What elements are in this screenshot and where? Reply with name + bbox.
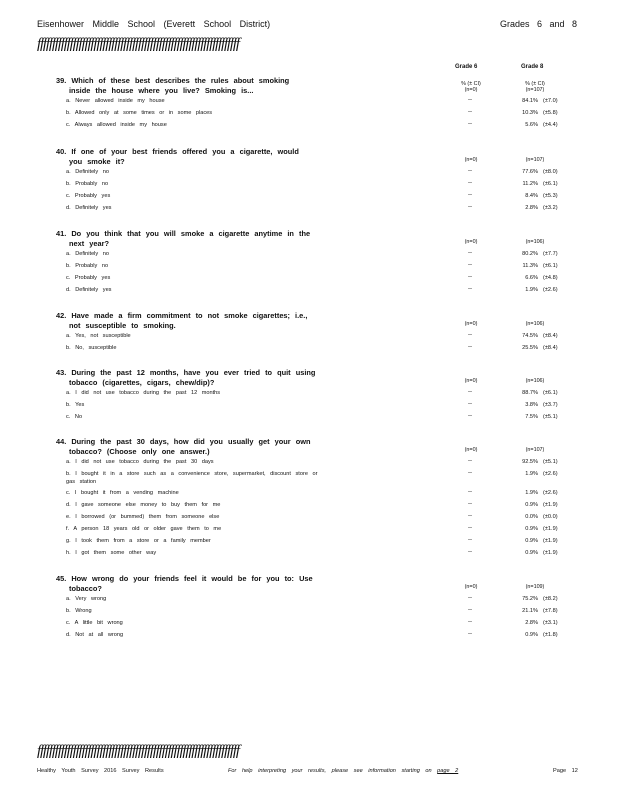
answer-label: c. Probably yes <box>66 275 111 281</box>
answer-label: b. Probably no <box>66 181 109 187</box>
grade6-value: -- <box>468 168 472 174</box>
question-title-line2: tobacco? <box>69 584 102 593</box>
grade8-n-line: (n=106) <box>525 378 545 384</box>
grade8-confidence-interval: (±8.4) <box>543 345 558 351</box>
answer-row <box>56 500 616 512</box>
question-title-line1: 41. Do you think that you will smoke a cigarette anytime in the <box>56 229 311 238</box>
grade8-percent: 92.5% <box>522 459 538 465</box>
grade6-n-line: (n=0) <box>464 378 478 384</box>
grade8-sample-size <box>518 321 552 327</box>
question-title-line2: not susceptible to smoking. <box>69 321 176 330</box>
grade6-value: -- <box>468 97 472 103</box>
answer-label: c. Always allowed inside my house <box>66 122 167 128</box>
answer-list <box>56 96 616 132</box>
grade8-confidence-interval: (±4.8) <box>543 275 558 281</box>
grade6-value: -- <box>468 344 472 350</box>
grade8-percent: 7.5% <box>525 414 538 420</box>
grade6-value: -- <box>468 489 472 495</box>
grade8-n-line: (n=109) <box>525 584 545 590</box>
grade6-value: -- <box>468 180 472 186</box>
answer-label: c. No <box>66 414 83 420</box>
answer-label: b. Probably no <box>66 263 109 269</box>
answer-row <box>56 388 616 400</box>
answer-row <box>56 630 616 642</box>
answer-row <box>56 96 616 108</box>
grade6-value: -- <box>468 470 472 476</box>
grade8-n-line: (n=107) <box>525 87 545 93</box>
question-title-line2: inside the house where you live? Smoking is... <box>69 86 254 95</box>
grade8-percent: 2.8% <box>525 205 538 211</box>
answer-list <box>56 331 616 355</box>
grade8-confidence-interval: (±8.2) <box>543 596 558 602</box>
grade8-confidence-interval: (±3.2) <box>543 205 558 211</box>
column-header-grade8: Grade 8 <box>521 64 544 70</box>
grade8-confidence-interval: (±1.9) <box>543 538 558 544</box>
grade8-confidence-interval: (±2.6) <box>543 471 558 477</box>
grade6-sample-size <box>456 378 486 384</box>
grade8-percent: 0.9% <box>525 538 538 544</box>
grade8-percent: 75.2% <box>522 596 538 602</box>
answer-row <box>56 285 616 297</box>
question-title-line1: 43. During the past 12 months, have you ever tried to quit using <box>56 368 316 377</box>
grade8-confidence-interval: (±2.6) <box>543 287 558 293</box>
answer-row <box>56 536 616 548</box>
question-block <box>56 229 616 297</box>
question-title-line2: next year? <box>69 239 109 248</box>
grade8-confidence-interval: (±3.7) <box>543 402 558 408</box>
answer-row <box>56 191 616 203</box>
grade8-percent: 0.9% <box>525 502 538 508</box>
answer-label: c. Probably yes <box>66 193 111 199</box>
answer-row <box>56 594 616 606</box>
grade6-value: -- <box>468 458 472 464</box>
answer-label: h. I got them some other way <box>66 550 157 556</box>
answer-row <box>56 524 616 536</box>
answer-row <box>56 343 616 355</box>
grade8-confidence-interval: (±5.1) <box>543 414 558 420</box>
grade6-value: -- <box>468 607 472 613</box>
grade8-percent: 8.4% <box>525 193 538 199</box>
grade6-sample-size <box>456 157 486 163</box>
answer-row <box>56 249 616 261</box>
answer-label: b. Yes <box>66 402 85 408</box>
grade8-confidence-interval: (±2.6) <box>543 490 558 496</box>
grade6-value: -- <box>468 274 472 280</box>
answer-row <box>56 167 616 179</box>
grade8-confidence-interval: (±1.9) <box>543 502 558 508</box>
question-title-line1: 40. If one of your best friends offered you a cigarette, would <box>56 147 299 156</box>
grade6-value: -- <box>468 413 472 419</box>
question-title-line2: tobacco? (Choose only one answer.) <box>69 447 210 456</box>
grade8-confidence-interval: (±5.8) <box>543 110 558 116</box>
grade6-value: -- <box>468 286 472 292</box>
answer-label: a. Definitely no <box>66 169 110 175</box>
grade8-confidence-interval: (±4.4) <box>543 122 558 128</box>
answer-list <box>56 167 616 215</box>
grade8-percent: 80.2% <box>522 251 538 257</box>
grade8-n-line: (n=107) <box>525 157 545 163</box>
question-title-line1: 44. During the past 30 days, how did you usually get your own <box>56 437 311 446</box>
report-grades: Grades 6 and 8 <box>499 19 577 29</box>
grade8-confidence-interval: (±6.1) <box>543 181 558 187</box>
grade8-confidence-interval: (±7.7) <box>543 251 558 257</box>
answer-list <box>56 594 616 642</box>
answer-row <box>56 606 616 618</box>
answer-label: e. I borrowed (or bummed) them from someone else <box>66 514 220 520</box>
answer-label: a. I did not use tobacco during the past 12 months <box>66 390 221 396</box>
grade6-n-line: % (± CI) <box>461 81 481 87</box>
grade8-percent: 1.9% <box>525 471 538 477</box>
grade8-percent: 11.3% <box>522 263 538 269</box>
answer-row <box>56 488 616 500</box>
answer-list <box>56 388 616 424</box>
grade8-percent: 0.9% <box>525 632 538 638</box>
grade8-percent: 25.5% <box>522 345 538 351</box>
answer-label: d. Definitely yes <box>66 287 112 293</box>
grade8-sample-size <box>518 378 552 384</box>
question-title-line1: 42. Have made a firm commitment to not smoke cigarettes; i.e., <box>56 311 308 320</box>
grade6-n-line: (n=0) <box>464 157 478 163</box>
answer-row <box>56 469 616 488</box>
column-header-grade6: Grade 6 <box>455 64 478 70</box>
grade6-sample-size <box>456 81 486 93</box>
answer-label: g. I took them from a store or a family member <box>66 538 211 544</box>
grade6-sample-size <box>456 321 486 327</box>
grade6-value: -- <box>468 109 472 115</box>
question-block <box>56 368 616 424</box>
answer-label: a. Never allowed inside my house <box>66 98 165 104</box>
grade6-n-line: (n=0) <box>464 239 478 245</box>
question-block <box>56 574 616 642</box>
grade8-percent: 0.9% <box>525 526 538 532</box>
answer-label: c. I bought it from a vending machine <box>66 490 179 496</box>
answer-label: a. Yes, not susceptible <box>66 333 131 339</box>
answer-row <box>56 400 616 412</box>
answer-row <box>56 203 616 215</box>
grade8-n-line: (n=106) <box>525 321 545 327</box>
grade8-confidence-interval: (±6.1) <box>543 263 558 269</box>
grade6-value: -- <box>468 121 472 127</box>
grade6-sample-size <box>456 584 486 590</box>
answer-label: d. Not at all wrong <box>66 632 124 638</box>
grade8-percent: 3.8% <box>525 402 538 408</box>
question-title-line2: tobacco (cigarettes, cigars, chew/dip)? <box>69 378 215 387</box>
decorative-rule-bottom: ffffffffffffffffffffffffffffffffffffffffffffffffffffffffffffffffffff <box>37 743 239 759</box>
answer-label: a. Definitely no <box>66 251 110 257</box>
grade6-value: -- <box>468 537 472 543</box>
grade8-confidence-interval: (±8.4) <box>543 333 558 339</box>
question-title-line1: 39. Which of these best describes the rules about smoking <box>56 76 290 85</box>
grade8-confidence-interval: (±1.9) <box>543 550 558 556</box>
grade8-confidence-interval: (±7.0) <box>543 98 558 104</box>
answer-row <box>56 261 616 273</box>
grade8-n-line: (n=106) <box>525 239 545 245</box>
grade6-value: -- <box>468 192 472 198</box>
answer-row <box>56 331 616 343</box>
footer-survey-title: Healthy Youth Survey 2016 Survey Results <box>37 768 164 774</box>
grade8-percent: 88.7% <box>522 390 538 396</box>
question-block <box>56 147 616 215</box>
grade6-value: -- <box>468 501 472 507</box>
grade6-value: -- <box>468 619 472 625</box>
grade8-confidence-interval: (±6.1) <box>543 390 558 396</box>
question-title-line2: you smoke it? <box>69 157 125 166</box>
answer-label: b. Allowed only at some times or in some places <box>66 110 213 116</box>
decorative-rule-top: ffffffffffffffffffffffffffffffffffffffffffffffffffffffffffffffffffff <box>37 36 239 52</box>
grade8-sample-size <box>518 584 552 590</box>
answer-row <box>56 108 616 120</box>
grade8-confidence-interval: (±1.9) <box>543 526 558 532</box>
grade8-sample-size <box>518 157 552 163</box>
answer-label: b. Wrong <box>66 608 92 614</box>
grade6-sample-size <box>456 239 486 245</box>
question-title-line1: 45. How wrong do your friends feel it would be for you to: Use <box>56 574 313 583</box>
grade8-percent: 21.1% <box>522 608 538 614</box>
grade6-value: -- <box>468 549 472 555</box>
answer-label: b. No, susceptible <box>66 345 117 351</box>
grade8-confidence-interval: (±5.3) <box>543 193 558 199</box>
grade8-percent: 1.9% <box>525 287 538 293</box>
answer-label: b. I bought it in a store such as a convenience store, supermarket, discount store or gas station <box>66 471 318 485</box>
question-block <box>56 311 616 355</box>
footer-page-number: Page 12 <box>553 768 578 774</box>
answer-label: d. Definitely yes <box>66 205 112 211</box>
question-block <box>56 76 616 132</box>
answer-list <box>56 249 616 297</box>
answer-row <box>56 273 616 285</box>
footer-help-note <box>228 768 458 774</box>
grade6-n-line: (n=0) <box>464 584 478 590</box>
grade8-sample-size <box>518 447 552 453</box>
grade8-percent: 1.9% <box>525 490 538 496</box>
answer-label: a. I did not use tobacco during the past 30 days <box>66 459 214 465</box>
grade8-n-line: (n=107) <box>525 447 545 453</box>
report-school-title: Eisenhower Middle School (Everett School District) <box>37 19 271 29</box>
grade6-sample-size <box>456 447 486 453</box>
grade8-percent: 5.6% <box>525 122 538 128</box>
footer-page-link[interactable]: page 2 <box>437 768 459 774</box>
grade8-percent: 2.8% <box>525 620 538 626</box>
answer-row <box>56 120 616 132</box>
grade8-percent: 84.1% <box>522 98 538 104</box>
answer-row <box>56 512 616 524</box>
grade8-percent: 0.9% <box>525 550 538 556</box>
grade6-n-line: (n=0) <box>464 87 478 93</box>
grade8-confidence-interval: (±0.0) <box>543 514 558 520</box>
grade6-value: -- <box>468 631 472 637</box>
grade8-percent: 74.5% <box>522 333 538 339</box>
answer-row <box>56 618 616 630</box>
grade8-confidence-interval: (±7.8) <box>543 608 558 614</box>
grade6-value: -- <box>468 595 472 601</box>
grade6-value: -- <box>468 204 472 210</box>
answer-row <box>56 412 616 424</box>
grade6-value: -- <box>468 389 472 395</box>
grade8-sample-size <box>518 239 552 245</box>
grade8-percent: 77.6% <box>522 169 538 175</box>
grade6-value: -- <box>468 525 472 531</box>
footer-help-text: For help interpreting your results, please see information starting on <box>228 768 432 774</box>
grade6-value: -- <box>468 332 472 338</box>
grade6-n-line: (n=0) <box>464 321 478 327</box>
grade8-percent: 0.0% <box>525 514 538 520</box>
grade6-value: -- <box>468 513 472 519</box>
answer-label: c. A little bit wrong <box>66 620 123 626</box>
grade8-percent: 6.6% <box>525 275 538 281</box>
answer-row <box>56 548 616 560</box>
answer-row <box>56 179 616 191</box>
answer-list <box>56 457 616 560</box>
answer-label: f. A person 18 years old or older gave them to me <box>66 526 222 532</box>
grade8-percent: 10.3% <box>522 110 538 116</box>
grade6-value: -- <box>468 401 472 407</box>
grade8-confidence-interval: (±5.1) <box>543 459 558 465</box>
answer-label: d. I gave someone else money to buy them for me <box>66 502 221 508</box>
question-block <box>56 437 616 560</box>
grade8-sample-size <box>518 81 552 93</box>
grade8-percent: 11.2% <box>522 181 538 187</box>
answer-row <box>56 457 616 469</box>
grade6-value: -- <box>468 262 472 268</box>
grade6-n-line: (n=0) <box>464 447 478 453</box>
grade6-value: -- <box>468 250 472 256</box>
answer-label: a. Very wrong <box>66 596 107 602</box>
grade8-confidence-interval: (±8.0) <box>543 169 558 175</box>
grade8-confidence-interval: (±1.8) <box>543 632 558 638</box>
grade8-n-line: % (± CI) <box>525 81 545 87</box>
grade8-confidence-interval: (±3.1) <box>543 620 558 626</box>
